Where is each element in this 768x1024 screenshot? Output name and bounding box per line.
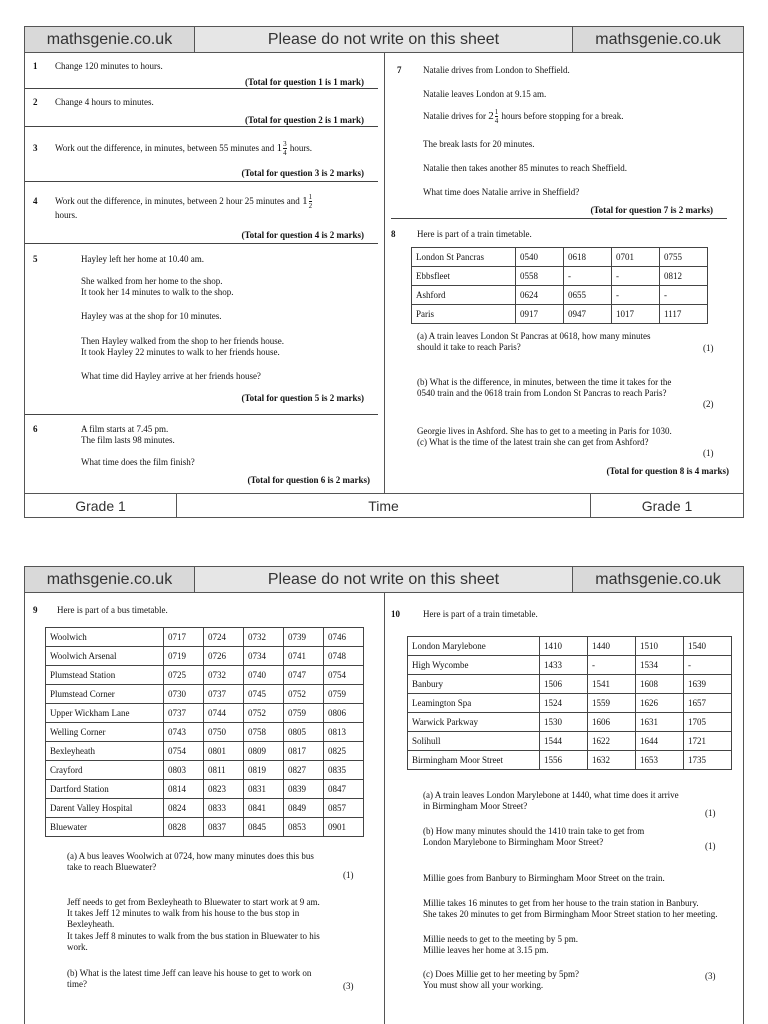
time-cell: 0811 [204,761,244,780]
station-name-cell: Leamington Spa [408,694,540,713]
time-cell: 0823 [204,780,244,799]
station-name-cell: Welling Corner [46,723,164,742]
left-column [25,593,385,1024]
question-text-cont: hours. [55,210,78,220]
question-marks: (Total for question 3 is 2 marks) [241,168,364,178]
question-2 [25,89,378,127]
station-name-cell: High Wycombe [408,656,540,675]
time-cell: 1608 [636,675,684,694]
timetable-row [46,647,364,666]
question-1 [25,53,378,89]
timetable-row [412,267,708,286]
time-cell: 1644 [636,732,684,751]
timetable-row [408,751,732,770]
timetable-row [46,799,364,818]
time-cell: 0805 [284,723,324,742]
question-marks: (Total for question 4 is 2 marks) [241,230,364,240]
question-number: 9 [33,605,38,615]
time-cell: 0741 [284,647,324,666]
time-cell: 0758 [244,723,284,742]
site-name-right: mathsgenie.co.uk [573,27,743,52]
time-cell: 1735 [684,751,732,770]
time-cell: 1017 [612,305,660,324]
time-cell: 0801 [204,742,244,761]
timetable-row [46,666,364,685]
time-cell: 0744 [204,704,244,723]
time-cell: 0824 [164,799,204,818]
station-name-cell: London Marylebone [408,637,540,656]
fraction: $\frac{1}{4}$ [494,108,499,126]
station-name-cell: Solihull [408,732,540,751]
station-name-cell: Woolwich Arsenal [46,647,164,666]
time-cell: 0655 [564,286,612,305]
time-cell: 0837 [204,818,244,837]
station-name-cell: Bexleyheath [46,742,164,761]
station-name-cell: Upper Wickham Lane [46,704,164,723]
time-cell: 1622 [588,732,636,751]
sheet-instruction: Please do not write on this sheet [195,27,573,52]
time-cell: 1632 [588,751,636,770]
time-cell: 0814 [164,780,204,799]
site-name-left: mathsgenie.co.uk [25,567,195,592]
timetable-row [46,723,364,742]
timetable-row [408,675,732,694]
right-column [385,53,743,493]
time-cell: 0748 [324,647,364,666]
time-cell: 0725 [164,666,204,685]
grade-label-left: Grade 1 [25,494,177,517]
time-cell: - [588,656,636,675]
question-marks: (Total for question 7 is 2 marks) [590,205,713,215]
time-cell: 0831 [244,780,284,799]
timetable-row [408,732,732,751]
timetable-row [46,742,364,761]
time-cell: 0558 [516,267,564,286]
question-number: 4 [33,196,38,206]
grade-label-right: Grade 1 [641,497,693,514]
time-cell: 1559 [588,694,636,713]
question-text: Change 4 hours to minutes. [55,97,154,107]
time-cell: 0618 [564,248,612,267]
time-cell: 0813 [324,723,364,742]
time-cell: 0759 [324,685,364,704]
question-8: 8 Here is part of a train timetable. London St Pancras 0540 0618 0701 0755 Ebbsfleet 0558 - - 0812 Ashford 0624 0655 - - Paris 0917 0947 1017 1117 (a) A train leaves London St Pancras at 0618, how many minutes should it take to reach Paris? (1) (b) What is the difference, in minutes, between the time it takes for the 0540 train and the 0618 train from London St Pancras to reach Paris? (2) Georgie lives in Ashford. She has to get to a meeting in Paris for 1030. (c) What is the time of the latest train she can get from Ashford? (1) (Total for question 8 is 4 marks) [391,229,729,476]
time-cell: 1410 [540,637,588,656]
bus-timetable [45,627,364,837]
question-9: 9 Here is part of a bus timetable. Woolwich 0717 0724 0732 0739 0746 Woolwich Arsenal 0719 0726 0734 0741 0748 Plumstead Station 0725 0732 0740 0747 0754 Plumstead Corner 0730 0737 0745 0752 0759 Upper Wickham Lane 0737 0744 0752 0759 0806 Welling Corner 0743 0750 0758 0805 0813 Bexleyheath 0754 0801 0809 0817 0825 Crayford 0803 0811 0819 0827 0835 Dartford Station 0814 0823 0831 0839 0847 Darent Valley Hospital 0824 0833 0841 0849 0857 Bluewater 0828 0837 0845 0853 0901 (a) A bus leaves Woolwich at 0724, how many minutes does this bus take to reach Bluewater? (1) Jeff needs to get from Bexleyheath to Bluewater to start work at 9 am. It takes Jeff 12 minutes to walk from his house to the bus stop in Bexleyheath. It takes Jeff 8 minutes to walk from the bus station in Bluewater to his work. (b) What is the latest time Jeff can leave his house to get to work on time? (3) [25,593,384,1024]
worksheet-2 [24,566,744,1024]
time-cell: 1433 [540,656,588,675]
train-timetable [411,247,708,324]
time-cell: 1534 [636,656,684,675]
question-number: 8 [391,229,396,239]
time-cell: 0719 [164,647,204,666]
time-cell: 0745 [244,685,284,704]
time-cell: 1639 [684,675,732,694]
time-cell: 0812 [660,267,708,286]
time-cell: 0754 [164,742,204,761]
timetable-row [46,628,364,647]
time-cell: 0754 [324,666,364,685]
station-name-cell: Dartford Station [46,780,164,799]
time-cell: 0737 [204,685,244,704]
time-cell: 0752 [284,685,324,704]
time-cell: 1530 [540,713,588,732]
time-cell: 0849 [284,799,324,818]
station-name-cell: Paris [412,305,516,324]
timetable-row [408,656,732,675]
time-cell: 0853 [284,818,324,837]
sheet-footer [25,493,743,517]
time-cell: 1117 [660,305,708,324]
site-name-left: mathsgenie.co.uk [25,27,195,52]
sheet-header [25,27,743,53]
time-cell: 0835 [324,761,364,780]
time-cell: 1524 [540,694,588,713]
left-column [25,53,385,493]
time-cell: 0806 [324,704,364,723]
time-cell: 0701 [612,248,660,267]
time-cell: 0827 [284,761,324,780]
timetable-row [412,305,708,324]
fraction: $\frac{3}{4}$ [283,140,287,158]
time-cell: - [660,286,708,305]
timetable-row [46,685,364,704]
time-cell: 1510 [636,637,684,656]
time-cell: 0746 [324,628,364,647]
time-cell: 0734 [244,647,284,666]
time-cell: 0737 [164,704,204,723]
time-cell: 1440 [588,637,636,656]
time-cell: 0857 [324,799,364,818]
time-cell: - [684,656,732,675]
site-name-right: mathsgenie.co.uk [573,567,743,592]
time-cell: 1606 [588,713,636,732]
train-timetable [407,636,732,770]
time-cell: 1506 [540,675,588,694]
right-column [385,593,743,1024]
question-10: 10 Here is part of a train timetable. London Marylebone 1410 1440 1510 1540 High Wycombe 1433 - 1534 - Banbury 1506 1541 1608 1639 Leamington Spa 1524 1559 1626 1657 Warwick Parkway 1530 1606 1631 1705 Solihull 1544 1622 1644 1721 Birmingham Moor Street 1556 1632 1653 1735 (a) A train leaves London Marylebone at 1440, what time does it arrive in Birmingham Moor Street? (1) (b) How many minutes should the 1410 train take to get from London Marylebone to Birmingham Moor Street? (1) Millie goes from Banbury to Birmingham Moor Street on the train. Millie takes 16 minutes to get from her house to the train station in Banbury. She takes 20 minutes to get from Birmingham Moor Street station to her meeting. Millie needs to get to the meeting by 5 pm. Millie leaves her home at 3.15 pm. (c) Does Millie get to her meeting by 5pm? You must show all your working. (3) [385,593,743,1024]
time-cell: 0833 [204,799,244,818]
time-cell: 0845 [244,818,284,837]
time-cell: 0726 [204,647,244,666]
time-cell: 1626 [636,694,684,713]
time-cell: 0901 [324,818,364,837]
time-cell: 0819 [244,761,284,780]
question-5: 5 Hayley left her home at 10.40 am. She walked from her home to the shop. It took her 14 minutes to walk to the shop. Hayley was at the shop for 10 minutes. Then Hayley walked from the shop to her friends house. It took Hayley 22 minutes to walk to her friends house. What time did Hayley arrive at her friends house? (Total for question 5 is 2 marks) [25,244,378,415]
station-name-cell: Plumstead Corner [46,685,164,704]
time-cell: 0750 [204,723,244,742]
time-cell: - [612,286,660,305]
station-name-cell: Woolwich [46,628,164,647]
timetable-row [46,761,364,780]
question-number: 1 [33,61,38,71]
time-cell: - [564,267,612,286]
time-cell: 0739 [284,628,324,647]
station-name-cell: Warwick Parkway [408,713,540,732]
time-cell: 0847 [324,780,364,799]
time-cell: 0730 [164,685,204,704]
question-marks: (Total for question 8 is 4 marks) [606,466,729,476]
timetable-row [412,286,708,305]
time-cell: 0717 [164,628,204,647]
question-3 [25,127,378,182]
question-number: 5 [33,254,38,264]
time-cell: 0540 [516,248,564,267]
question-number: 2 [33,97,38,107]
timetable-row [408,713,732,732]
question-text: Change 120 minutes to hours. [55,61,163,71]
time-cell: 0825 [324,742,364,761]
question-marks: (Total for question 2 is 1 mark) [244,115,364,125]
time-cell: 0724 [204,628,244,647]
timetable-row [408,637,732,656]
question-number: 7 [397,65,402,75]
question-number: 6 [33,424,38,434]
station-name-cell: London St Pancras [412,248,516,267]
time-cell: 0759 [284,704,324,723]
time-cell: 0839 [284,780,324,799]
time-cell: 0828 [164,818,204,837]
question-4 [25,182,378,244]
station-name-cell: Crayford [46,761,164,780]
worksheet-1 [24,26,744,518]
time-cell: 1721 [684,732,732,751]
time-cell: - [612,267,660,286]
time-cell: 1631 [636,713,684,732]
station-name-cell: Ebbsfleet [412,267,516,286]
time-cell: 0817 [284,742,324,761]
station-name-cell: Ashford [412,286,516,305]
time-cell: 1705 [684,713,732,732]
time-cell: 0732 [204,666,244,685]
time-label: Time [177,494,591,517]
timetable-row [46,780,364,799]
question-marks: (Total for question 6 is 2 marks) [247,475,370,485]
timetable-row [408,694,732,713]
time-cell: 0917 [516,305,564,324]
station-name-cell: Plumstead Station [46,666,164,685]
sheet-header [25,567,743,593]
timetable-row [412,248,708,267]
question-7: 7 Natalie drives from London to Sheffield. Natalie leaves London at 9.15 am. Natalie drives for 2 $\frac{1}{4}$ hours before stopping for a break. The break lasts for 20 minutes. Natalie then takes another 85 minutes to reach Sheffield. What time does Natalie arrive in Sheffield? (Total for question 7 is 2 marks) [391,53,727,219]
time-cell: 1540 [684,637,732,656]
time-cell: 1653 [636,751,684,770]
question-text: Work out the difference, in minutes, between 55 minutes and 1 $\frac{3}{4}$ hours. [55,140,313,158]
timetable-row [46,818,364,837]
station-name-cell: Darent Valley Hospital [46,799,164,818]
time-cell: 0841 [244,799,284,818]
time-cell: 0740 [244,666,284,685]
question-6: 6 A film starts at 7.45 pm. The film lasts 98 minutes. What time does the film finish? (Total for question 6 is 2 marks) [33,424,370,485]
time-cell: 0747 [284,666,324,685]
time-cell: 0732 [244,628,284,647]
time-cell: 1556 [540,751,588,770]
question-number: 10 [391,609,400,619]
timetable-row [46,704,364,723]
question-text: Work out the difference, in minutes, between 2 hour 25 minutes and 1 $\frac{1}{2}$ [55,193,313,211]
question-number: 3 [33,143,38,153]
time-cell: 0624 [516,286,564,305]
time-cell: 0947 [564,305,612,324]
fraction: $\frac{1}{2}$ [308,193,313,211]
time-cell: 1657 [684,694,732,713]
time-cell: 0803 [164,761,204,780]
time-cell: 1541 [588,675,636,694]
station-name-cell: Birmingham Moor Street [408,751,540,770]
question-marks: (Total for question 1 is 1 mark) [244,77,364,87]
time-cell: 0743 [164,723,204,742]
question-marks: (Total for question 5 is 2 marks) [241,393,364,403]
time-cell: 0809 [244,742,284,761]
station-name-cell: Banbury [408,675,540,694]
station-name-cell: Bluewater [46,818,164,837]
time-cell: 0752 [244,704,284,723]
time-cell: 0755 [660,248,708,267]
sheet-instruction: Please do not write on this sheet [195,567,573,592]
time-cell: 1544 [540,732,588,751]
